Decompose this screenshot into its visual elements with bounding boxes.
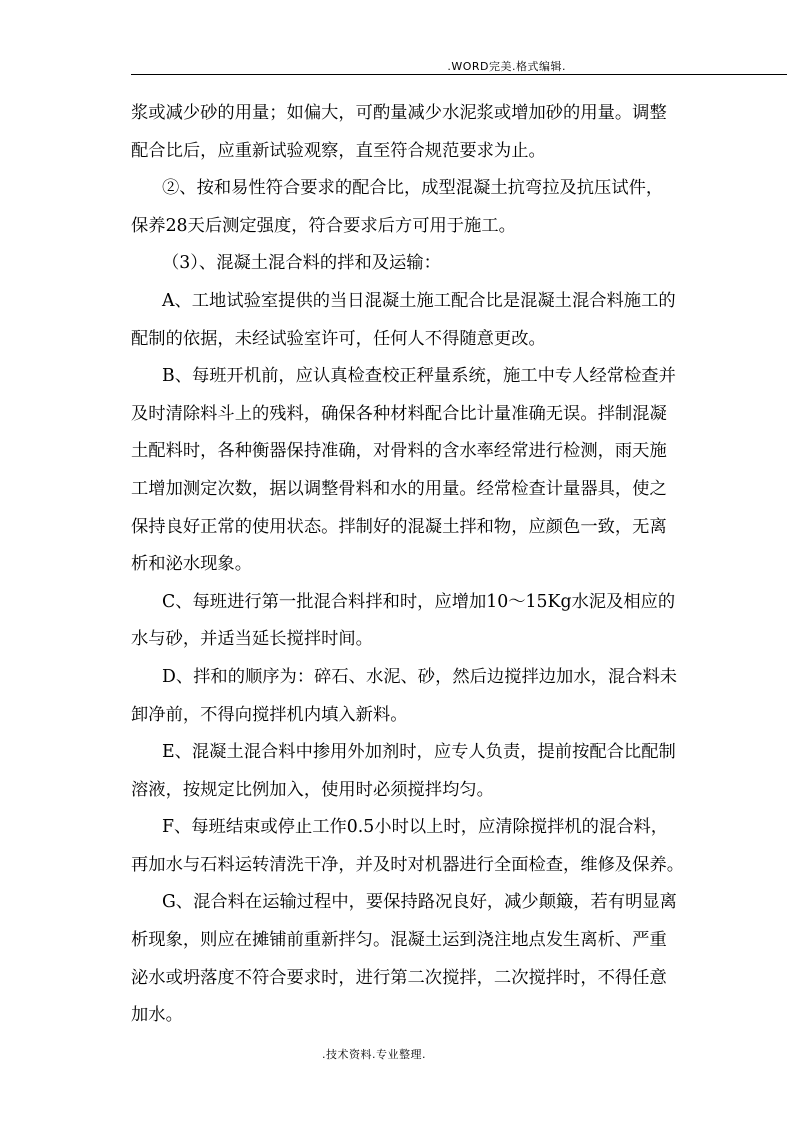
text-line: 及时清除料斗上的残料，确保各种材料配合比计量准确无误。拌制混凝 [131,403,667,424]
text-line: 土配料时，各种衡器保持准确，对骨料的含水率经常进行检测，雨天施 [131,441,667,462]
text-line: E、混凝土混合料中掺用外加剂时，应专人负责，提前按配合比配制 [162,742,676,763]
header-rule [131,74,787,75]
text-line: A、工地试验室提供的当日混凝土施工配合比是混凝土混合料施工的 [162,290,676,311]
text-line: 配合比后，应重新试验观察，直至符合规范要求为止。 [131,140,546,161]
text-line: 浆或减少砂的用量；如偏大，可酌量减少水泥浆或增加砂的用量。调整 [131,103,667,123]
page-footer-text: .技术资料.专业整理. [322,1048,426,1061]
text-line: D、拌和的顺序为：碎石、水泥、砂，然后边搅拌边加水，混合料未 [162,666,678,687]
text-line: 析和泌水现象。 [131,554,252,575]
text-line: 配制的依据，未经试验室许可，任何人不得随意更改。 [131,328,546,349]
text-line: （3）、混凝土混合料的拌和及运输： [162,253,441,274]
text-line: 卸净前，不得向搅拌机内填入新料。 [131,704,408,725]
text-line: 溶液，按规定比例加入，使用时必须搅拌均匀。 [131,779,494,800]
text-line: 析现象，则应在摊铺前重新拌匀。混凝土运到浇注地点发生离析、严重 [131,930,667,951]
text-line: F、每班结束或停止工作0.5小时以上时，应清除搅拌机的混合料， [162,817,669,838]
text-line: 泌水或坍落度不符合要求时，进行第二次搅拌，二次搅拌时，不得任意 [131,967,667,988]
text-line: 工增加测定次数，据以调整骨料和水的用量。经常检查计量器具，使之 [131,478,667,499]
text-line: 加水。 [131,1005,183,1026]
text-line: B、每班开机前，应认真检查校正秤量系统，施工中专人经常检查并 [162,366,676,387]
document-body [131,95,730,1035]
text-line: 保持良好正常的使用状态。拌制好的混凝土拌和物，应颜色一致，无离 [131,516,667,537]
text-line: 水与砂，并适当延长搅拌时间。 [131,629,373,650]
text-line: C、每班进行第一批混合料拌和时，应增加10～15Kg水泥及相应的 [162,591,676,612]
text-line: 再加水与石料运转清洗干净，并及时对机器进行全面检查，维修及保养。 [131,854,685,875]
text-line: ②、按和易性符合要求的配合比，成型混凝土抗弯拉及抗压试件， [162,178,664,199]
text-line: 保养28天后测定强度，符合要求后方可用于施工。 [131,215,516,236]
text-line: G、混合料在运输过程中，要保持路况良好，减少颠簸，若有明显离 [162,892,677,913]
page-header-text: .WORD完美.格式编辑. [447,60,566,73]
